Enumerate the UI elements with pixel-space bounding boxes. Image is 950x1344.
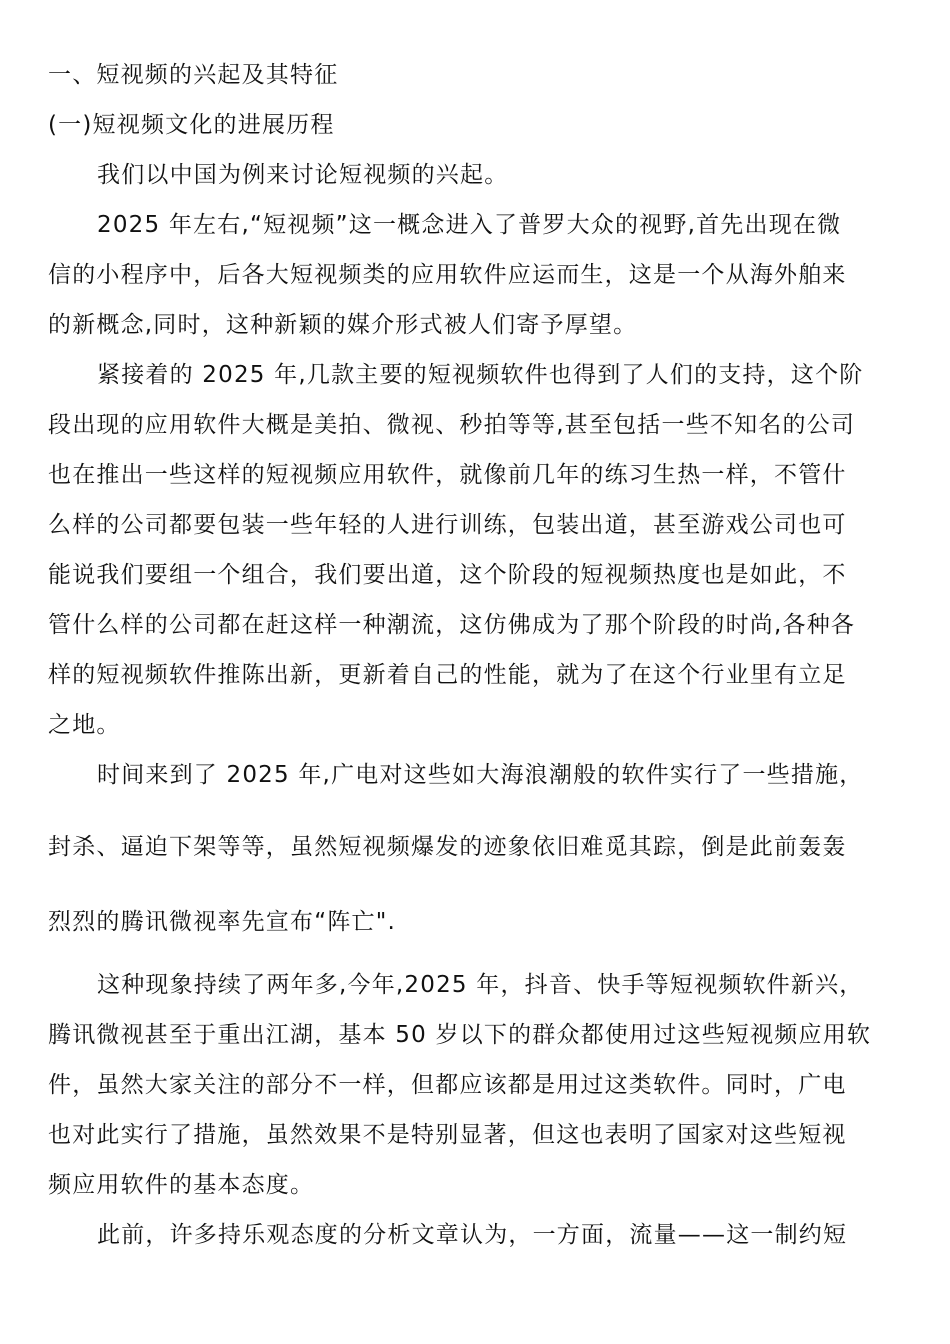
paragraph-4-line-1: 时间来到了 2025 年,广电对这些如大海浪潮般的软件实行了一些措施，	[97, 762, 864, 788]
heading-level-1: 一、短视频的兴起及其特征	[48, 62, 339, 88]
paragraph-3-line-6: 管什么样的公司都在赶这样一种潮流，这仿佛成为了那个阶段的时尚,各种各	[48, 612, 856, 638]
paragraph-4-line-2: 封杀、逼迫下架等等，虽然短视频爆发的迹象依旧难觅其踪，倒是此前轰轰	[48, 834, 847, 860]
paragraph-6-line-1: 此前，许多持乐观态度的分析文章认为，一方面，流量——这一制约短	[97, 1222, 848, 1248]
paragraph-3-line-5: 能说我们要组一个组合，我们要出道，这个阶段的短视频热度也是如此，不	[48, 562, 847, 588]
paragraph-3-line-2: 段出现的应用软件大概是美拍、微视、秒拍等等,甚至包括一些不知名的公司	[48, 412, 856, 438]
paragraph-3-line-1: 紧接着的 2025 年,几款主要的短视频软件也得到了人们的支持，这个阶	[97, 362, 864, 388]
paragraph-4-line-3: 烈烈的腾讯微视率先宣布“阵亡".	[48, 909, 397, 935]
paragraph-5-line-3: 件，虽然大家关注的部分不一样，但都应该都是用过这类软件。同时，广电	[48, 1072, 847, 1098]
paragraph-5-line-5: 频应用软件的基本态度。	[48, 1172, 315, 1198]
paragraph-3-line-7: 样的短视频软件推陈出新，更新着自己的性能，就为了在这个行业里有立足	[48, 662, 847, 688]
paragraph-3-line-8: 之地。	[48, 712, 121, 738]
paragraph-5-line-4: 也对此实行了措施，虽然效果不是特别显著，但这也表明了国家对这些短视	[48, 1122, 847, 1148]
paragraph-1-line-1: 我们以中国为例来讨论短视频的兴起。	[97, 162, 509, 188]
paragraph-5-line-2: 腾讯微视甚至于重出江湖，基本 50 岁以下的群众都使用过这些短视频应用软	[48, 1022, 872, 1048]
paragraph-5-line-1: 这种现象持续了两年多,今年,2025 年，抖音、快手等短视频软件新兴，	[97, 972, 864, 998]
paragraph-2-line-1: 2025 年左右,“短视频”这一概念进入了普罗大众的视野,首先出现在微	[97, 212, 842, 238]
heading-level-2: (一)短视频文化的进展历程	[48, 112, 335, 138]
paragraph-2-line-2: 信的小程序中，后各大短视频类的应用软件应运而生，这是一个从海外舶来	[48, 262, 847, 288]
paragraph-3-line-3: 也在推出一些这样的短视频应用软件，就像前几年的练习生热一样，不管什	[48, 462, 847, 488]
paragraph-3-line-4: 么样的公司都要包装一些年轻的人进行训练，包装出道，甚至游戏公司也可	[48, 512, 847, 538]
paragraph-2-line-3: 的新概念,同时，这种新颖的媒介形式被人们寄予厚望。	[48, 312, 638, 338]
